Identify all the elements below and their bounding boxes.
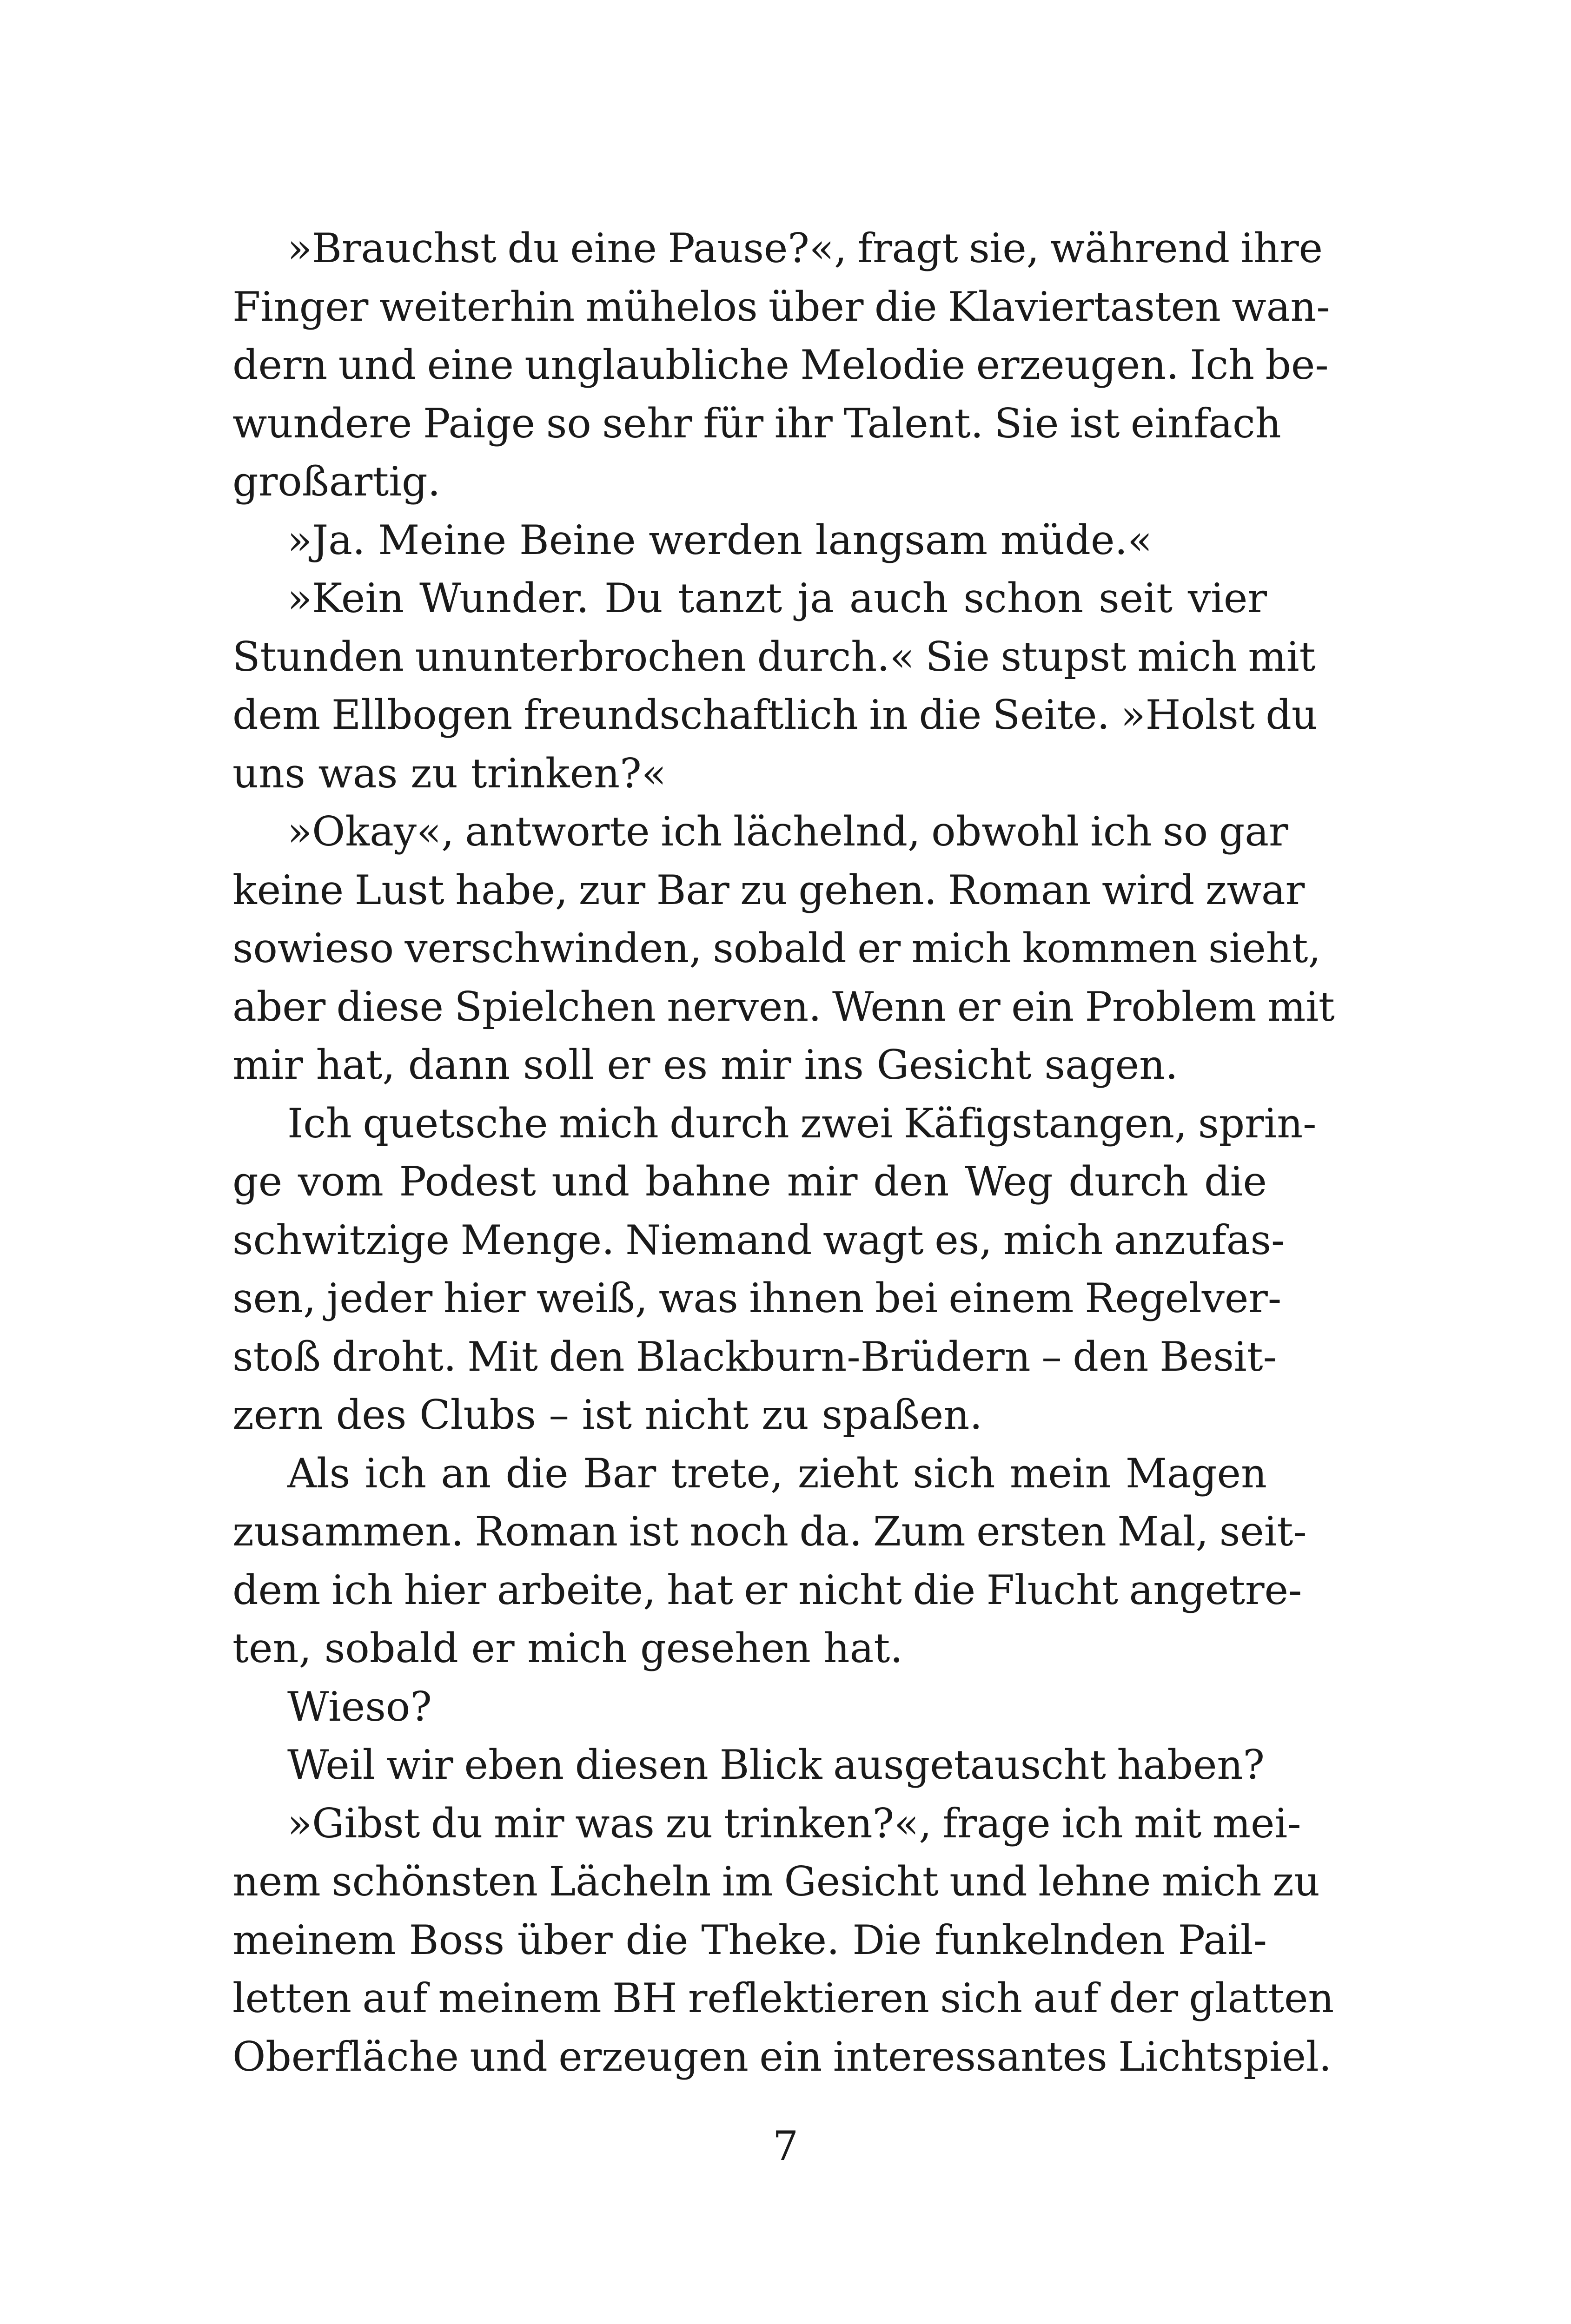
text-line: Stunden ununterbrochen durch.« Sie stupst mich mit: [232, 633, 1316, 680]
text-line: zusammen. Roman ist noch da. Zum ersten Mal, seit-: [232, 1508, 1307, 1555]
page-number: 7: [772, 2122, 799, 2170]
text-line: ten, sobald er mich gesehen hat.: [232, 1624, 903, 1672]
text-line: Wieso?: [287, 1683, 432, 1730]
text-line: stoß droht. Mit den Blackburn-Brüdern – den Besit-: [232, 1333, 1277, 1380]
text-line: »Okay«, antworte ich lächelnd, obwohl ich so gar: [287, 808, 1288, 855]
paragraph: [232, 803, 1335, 1095]
body-text: [232, 219, 1335, 2086]
paragraph: [232, 569, 1318, 803]
text-line: mir hat, dann soll er es mir ins Gesicht sagen.: [232, 1041, 1178, 1089]
text-line: nem schönsten Lächeln im Gesicht und lehne mich zu: [232, 1858, 1320, 1905]
text-line: Weil wir eben diesen Blick ausgetauscht haben?: [287, 1741, 1265, 1789]
text-line: aber diese Spielchen nerven. Wenn er ein Problem mit: [232, 983, 1335, 1030]
text-line: »Ja. Meine Beine werden langsam müde.«: [287, 516, 1153, 564]
text-line: »Kein Wunder. Du tanzt ja auch schon seit vier: [287, 574, 1267, 622]
text-line: uns was zu trinken?«: [232, 749, 667, 797]
text-line: sen, jeder hier weiß, was ihnen bei einem Regelver-: [232, 1274, 1282, 1322]
text-line: keine Lust habe, zur Bar zu gehen. Roman wird zwar: [232, 866, 1305, 914]
text-line: dern und eine unglaubliche Melodie erzeugen. Ich be-: [232, 341, 1329, 389]
paragraph: [232, 1445, 1307, 1678]
text-line: sowieso verschwinden, sobald er mich kommen sieht,: [232, 924, 1321, 972]
text-line: letten auf meinem BH reflektieren sich auf der glatten: [232, 1974, 1334, 2022]
text-line: meinem Boss über die Theke. Die funkelnden Pail-: [232, 1916, 1267, 1964]
text-line: Ich quetsche mich durch zwei Käfigstangen, sprin-: [287, 1099, 1317, 1147]
paragraph: [232, 1736, 1267, 1795]
text-line: ge vom Podest und bahne mir den Weg durch die: [232, 1158, 1267, 1205]
text-line: dem Ellbogen freundschaftlich in die Seite. »Holst du: [232, 691, 1318, 739]
paragraph: [232, 1678, 1267, 1736]
text-line: schwitzige Menge. Niemand wagt es, mich anzufas-: [232, 1216, 1285, 1264]
text-line: »Brauchst du eine Pause?«, fragt sie, während ihre: [287, 224, 1323, 272]
text-line: »Gibst du mir was zu trinken?«, frage ich mit mei-: [287, 1799, 1301, 1847]
paragraph: [232, 1095, 1317, 1445]
paragraph: [232, 1795, 1334, 2086]
text-line: Oberfläche und erzeugen ein interessantes Lichtspiel.: [232, 2033, 1332, 2080]
text-line: wundere Paige so sehr für ihr Talent. Sie ist einfach: [232, 399, 1281, 447]
paragraph: [232, 511, 1267, 570]
paragraph: [232, 219, 1330, 511]
text-line: zern des Clubs – ist nicht zu spaßen.: [232, 1391, 982, 1439]
text-line: Als ich an die Bar trete, zieht sich mein Magen: [287, 1449, 1267, 1497]
text-line: großartig.: [232, 458, 441, 505]
text-line: dem ich hier arbeite, hat er nicht die Flucht angetre-: [232, 1566, 1302, 1614]
text-line: Finger weiterhin mühelos über die Klaviertasten wan-: [232, 283, 1330, 330]
